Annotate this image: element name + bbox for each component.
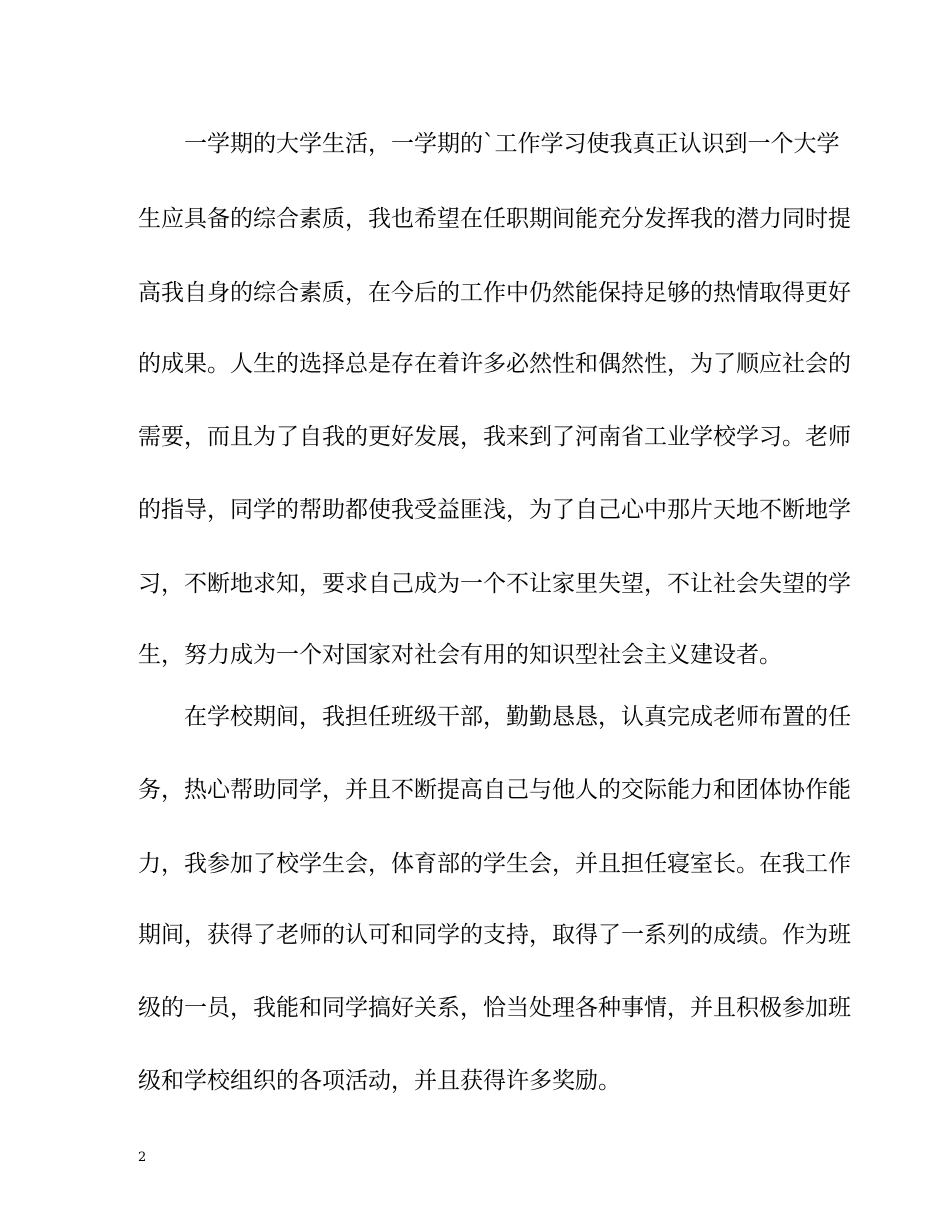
paragraph-1-line-3: 高我自身的综合素质，在今后的工作中仍然能保持足够的热情取得更好	[138, 280, 851, 306]
paragraph-1-line-1: 一学期的大学生活，一学期的`工作学习使我真正认识到一个大学	[184, 131, 840, 157]
paragraph-1-line-7: 习，不断地求知，要求自己成为一个不让家里失望，不让社会失望的学	[138, 571, 851, 597]
paragraph-2-line-1: 在学校期间，我担任班级干部，勤勤恳恳，认真完成老师布置的任	[184, 704, 851, 730]
paragraph-1-line-2: 生应具备的综合素质，我也希望在任职期间能充分发挥我的潜力同时提	[138, 206, 851, 232]
paragraph-1-line-5: 需要，而且为了自我的更好发展，我来到了河南省工业学校学习。老师	[138, 424, 851, 450]
paragraph-2-line-3: 力，我参加了校学生会，体育部的学生会，并且担任寝室长。在我工作	[138, 851, 851, 877]
paragraph-2-line-2: 务，热心帮助同学，并且不断提高自己与他人的交际能力和团体协作能	[138, 777, 851, 803]
page-number: 2	[138, 1150, 147, 1165]
paragraph-1-line-6: 的指导，同学的帮助都使我受益匪浅，为了自己心中那片天地不断地学	[138, 497, 851, 523]
paragraph-1-line-8: 生，努力成为一个对国家对社会有用的知识型社会主义建设者。	[138, 642, 782, 668]
paragraph-2-line-5: 级的一员，我能和同学搞好关系，恰当处理各种事情，并且积极参加班	[138, 995, 851, 1021]
paragraph-2-line-6: 级和学校组织的各项活动，并且获得许多奖励。	[138, 1068, 621, 1094]
paragraph-2-line-4: 期间，获得了老师的认可和同学的支持，取得了一系列的成绩。作为班	[138, 922, 851, 948]
paragraph-1-line-4: 的成果。人生的选择总是存在着许多必然性和偶然性，为了顺应社会的	[138, 351, 851, 377]
